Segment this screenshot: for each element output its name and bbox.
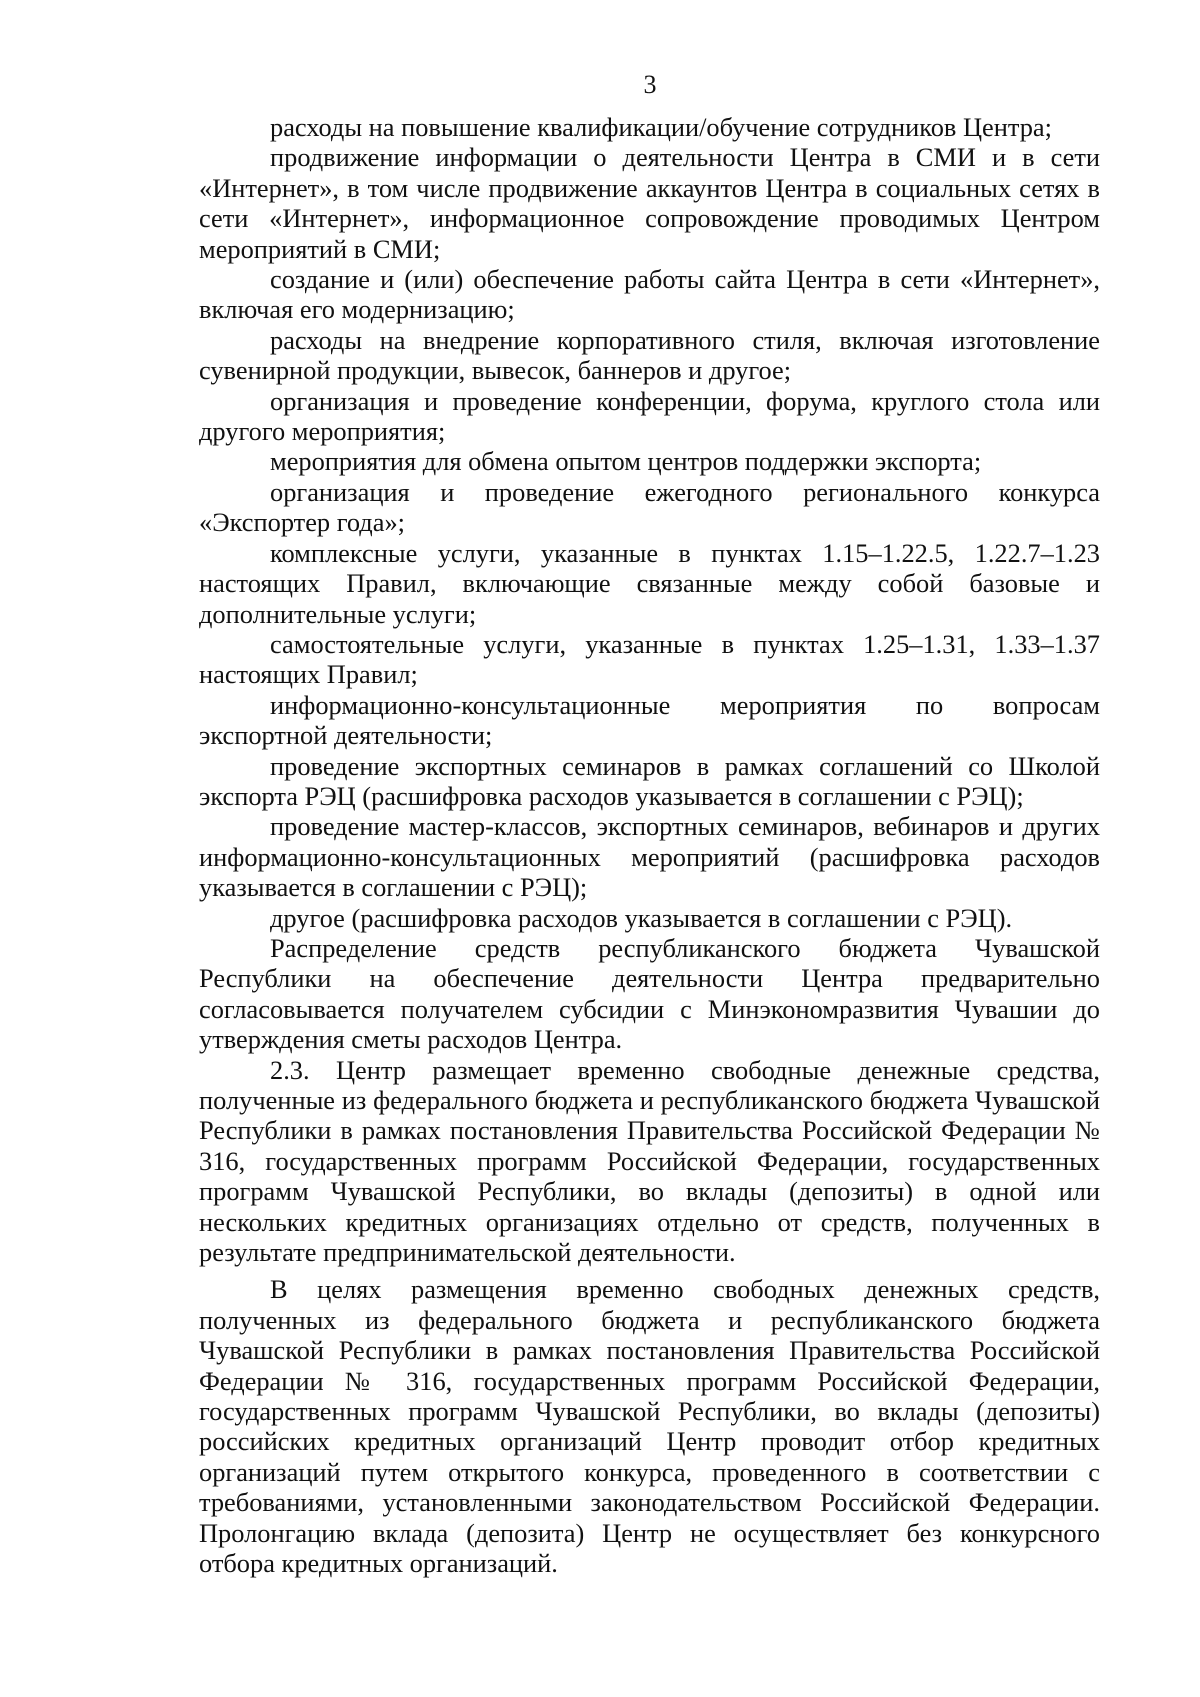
paragraph: В целях размещения временно свободных денежных средств, полученных из федерального бюджета и республиканского бюджета Чувашской Республики в рамках постановления Правительства Российской Федерации № 316, государственных программ Российской Федерации, государственных программ Чувашской Республики, во вклады (депозиты) российских кредитных организаций Центр проводит отбор кредитных организаций путем открытого конкурса, проведенного в соответствии с требованиями, установленными законодательством Российской Федерации. Пролонгацию вклада (депозита) Центр не осуществляет без конкурсного отбора кредитных организаций. [199, 1274, 1100, 1579]
paragraph: самостоятельные услуги, указанные в пунктах 1.25–1.31, 1.33–1.37 настоящих Правил; [199, 628, 1100, 690]
paragraph: проведение экспортных семинаров в рамках соглашений со Школой экспорта РЭЦ (расшифровка расходов указывается в соглашении с РЭЦ); [199, 750, 1100, 811]
paragraph: мероприятия для обмена опытом центров поддержки экспорта; [270, 446, 982, 477]
paragraph: создание и (или) обеспечение работы сайта Центра в сети «Интернет», включая его модернизацию; [199, 264, 1100, 325]
paragraph: 2.3. Центр размещает временно свободные денежные средства, полученные из федерального бюджета и республиканского бюджета Чувашской Республики в рамках постановления Правительства Российской Федерации № 316, государственных программ Российской Федерации, государственных программ Чувашской Республики, во вклады (депозиты) в одной или нескольких кредитных организациях отдельно от средств, полученных в результате предпринимательской деятельности. [199, 1054, 1100, 1268]
paragraph: продвижение информации о деятельности Центра в СМИ и в сети «Интернет», в том числе продвижение аккаунтов Центра в социальных сетях в сети «Интернет», информационное сопровождение проводимых Центром мероприятий в СМИ; [199, 142, 1100, 264]
page-number: 3 [643, 70, 657, 99]
paragraph: расходы на внедрение корпоративного стиля, включая изготовление сувенирной продукции, вывесок, баннеров и другое; [199, 324, 1100, 386]
paragraph: расходы на повышение квалификации/обучение сотрудников Центра; [270, 112, 1052, 142]
paragraph: комплексные услуги, указанные в пунктах 1.15–1.22.5, 1.22.7–1.23 настоящих Правил, включающие связанные между собой базовые и дополнительные услуги; [199, 537, 1100, 629]
paragraph: другое (расшифровка расходов указывается в соглашении с РЭЦ). [270, 902, 1013, 933]
paragraph: информационно-консультационные мероприятия по вопросам экспортной деятельности; [199, 689, 1100, 751]
paragraph: организация и проведение ежегодного регионального конкурса «Экспортер года»; [199, 476, 1100, 538]
paragraph: Распределение средств республиканского бюджета Чувашской Республики на обеспечение деятельности Центра предварительно согласовывается получателем субсидии с Минэкономразвития Чувашии до утверждения сметы расходов Центра. [199, 932, 1100, 1055]
paragraph: организация и проведение конференции, форума, круглого стола или другого мероприятия; [199, 385, 1100, 447]
document-body [199, 112, 1100, 1579]
paragraph: проведение мастер-классов, экспортных семинаров, вебинаров и других информационно-консультационных мероприятий (расшифровка расходов указывается в соглашении с РЭЦ); [199, 811, 1100, 903]
